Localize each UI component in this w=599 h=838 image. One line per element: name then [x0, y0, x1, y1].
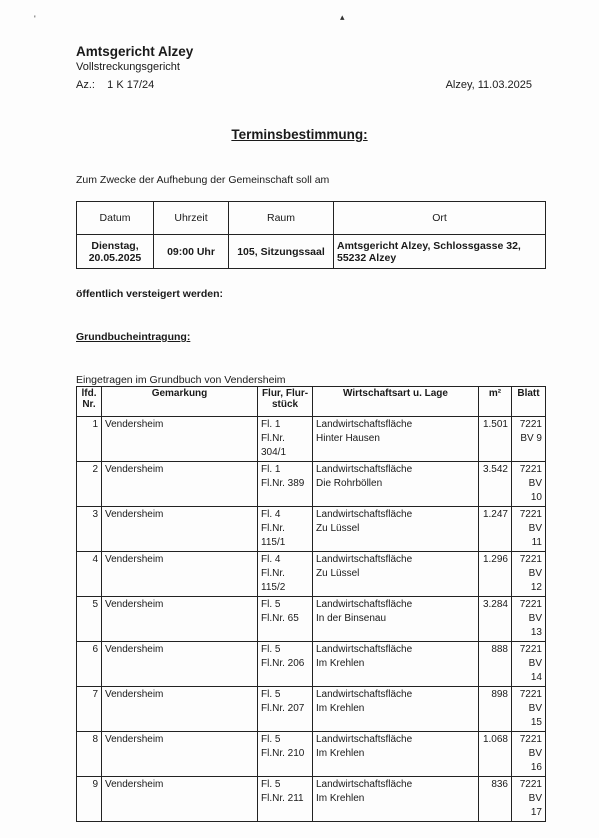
- row-sheet-1: 7221: [519, 509, 542, 520]
- row-sheet-3: 15: [530, 717, 542, 728]
- appointment-header-room: Raum: [229, 202, 334, 235]
- row-sheet-1: 7221: [519, 554, 542, 565]
- row-flur-2: Fl.Nr. 206: [261, 658, 305, 669]
- col-area: m²: [479, 387, 512, 417]
- appointment-value-row: [77, 235, 546, 269]
- row-flur-1: Fl. 4: [261, 509, 281, 520]
- row-art-2: Im Krehlen: [316, 703, 365, 714]
- table-row: [77, 462, 546, 507]
- row-sheet-2: BV 9: [520, 433, 542, 444]
- col-nr: [77, 387, 102, 417]
- row-flur-3: 115/1: [261, 537, 286, 548]
- registered-in-text: Eingetragen im Grundbuch von Vendersheim: [76, 374, 286, 386]
- row-sheet-1: 7221: [519, 599, 542, 610]
- row-flur-1: Fl. 1: [261, 419, 281, 430]
- cell-art: [313, 417, 479, 462]
- scan-speck: ': [34, 14, 36, 24]
- row-flur-2: Fl.Nr.: [261, 523, 285, 534]
- table-row: [77, 597, 546, 642]
- cell-art: [313, 552, 479, 597]
- row-gemarkung: Vendersheim: [105, 554, 164, 565]
- cell-nr: [77, 462, 102, 507]
- row-nr: 7: [92, 689, 98, 700]
- row-flur-2: Fl.Nr.: [261, 568, 285, 579]
- cell-area: [479, 777, 512, 822]
- appointment-header-time: Uhrzeit: [154, 202, 229, 235]
- row-area: 898: [491, 689, 508, 700]
- row-sheet-2: BV: [528, 523, 542, 534]
- appointment-time: 09:00 Uhr: [154, 235, 229, 269]
- row-art-1: Landwirtschaftsfläche: [316, 779, 413, 790]
- row-sheet-3: 14: [530, 672, 542, 683]
- cell-area: [479, 417, 512, 462]
- row-gemarkung: Vendersheim: [105, 779, 164, 790]
- row-area: 888: [491, 644, 508, 655]
- table-row: [77, 507, 546, 552]
- cell-art: [313, 732, 479, 777]
- cell-area: [479, 732, 512, 777]
- cell-flur: [258, 777, 313, 822]
- cell-gemarkung: [102, 597, 258, 642]
- row-art-1: Landwirtschaftsfläche: [316, 419, 413, 430]
- row-sheet-2: BV: [528, 658, 542, 669]
- row-flur-2: Fl.Nr. 389: [261, 478, 305, 489]
- cell-sheet: [512, 597, 546, 642]
- court-name: Amtsgericht Alzey: [76, 44, 194, 59]
- row-art-2: Hinter Hausen: [316, 433, 380, 444]
- row-nr: 4: [92, 554, 98, 565]
- cell-nr: [77, 687, 102, 732]
- row-art-1: Landwirtschaftsfläche: [316, 689, 413, 700]
- row-nr: 2: [92, 464, 98, 475]
- row-flur-1: Fl. 5: [261, 599, 281, 610]
- parcels-header-row: [77, 387, 546, 417]
- table-row: [77, 552, 546, 597]
- row-flur-1: Fl. 5: [261, 689, 281, 700]
- row-nr: 8: [92, 734, 98, 745]
- cell-sheet: [512, 507, 546, 552]
- table-row: [77, 417, 546, 462]
- row-art-1: Landwirtschaftsfläche: [316, 599, 413, 610]
- row-gemarkung: Vendersheim: [105, 509, 164, 520]
- cell-flur: [258, 462, 313, 507]
- appointment-date-weekday: Dienstag,: [91, 239, 139, 252]
- cell-gemarkung: [102, 642, 258, 687]
- court-division: Vollstreckungsgericht: [76, 61, 180, 73]
- row-sheet-1: 7221: [519, 419, 542, 430]
- row-area: 1.247: [482, 509, 508, 520]
- row-sheet-3: 13: [530, 627, 542, 638]
- row-area: 1.501: [482, 419, 508, 430]
- table-row: [77, 777, 546, 822]
- cell-flur: [258, 642, 313, 687]
- appointment-date: [77, 235, 154, 269]
- cell-gemarkung: [102, 507, 258, 552]
- appointment-place-line1: Amtsgericht Alzey, Schlossgasse 32,: [337, 239, 521, 252]
- cell-flur: [258, 687, 313, 732]
- row-sheet-1: 7221: [519, 464, 542, 475]
- row-sheet-2: BV: [528, 748, 542, 759]
- file-number: Az.: 1 K 17/24: [76, 79, 155, 91]
- cell-nr: [77, 417, 102, 462]
- appointment-place-line2: 55232 Alzey: [337, 251, 397, 264]
- cell-nr: [77, 552, 102, 597]
- row-flur-1: Fl. 5: [261, 734, 281, 745]
- appointment-room: 105, Sitzungssaal: [229, 235, 334, 269]
- row-sheet-3: 10: [530, 492, 542, 503]
- row-flur-2: Fl.Nr.: [261, 433, 285, 444]
- col-sheet: Blatt: [512, 387, 546, 417]
- appointment-table: [76, 201, 546, 269]
- row-flur-1: Fl. 5: [261, 779, 281, 790]
- row-nr: 6: [92, 644, 98, 655]
- cell-art: [313, 777, 479, 822]
- table-row: [77, 642, 546, 687]
- row-gemarkung: Vendersheim: [105, 689, 164, 700]
- cell-nr: [77, 597, 102, 642]
- row-sheet-2: BV: [528, 478, 542, 489]
- cell-art: [313, 462, 479, 507]
- land-register-heading: Grundbucheintragung:: [76, 331, 191, 343]
- appointment-header-date: Datum: [77, 202, 154, 235]
- row-gemarkung: Vendersheim: [105, 734, 164, 745]
- row-nr: 5: [92, 599, 98, 610]
- row-art-1: Landwirtschaftsfläche: [316, 554, 413, 565]
- row-art-2: Zu Lüssel: [316, 568, 360, 579]
- row-gemarkung: Vendersheim: [105, 464, 164, 475]
- row-area: 836: [491, 779, 508, 790]
- row-sheet-2: BV: [528, 703, 542, 714]
- row-sheet-1: 7221: [519, 779, 542, 790]
- cell-gemarkung: [102, 732, 258, 777]
- cell-nr: [77, 777, 102, 822]
- row-area: 1.068: [482, 734, 508, 745]
- cell-nr: [77, 507, 102, 552]
- cell-gemarkung: [102, 417, 258, 462]
- cell-sheet: [512, 687, 546, 732]
- page-title-text: Terminsbestimmung:: [231, 127, 368, 142]
- row-flur-2: Fl.Nr. 211: [261, 793, 304, 804]
- appointment-header-place: Ort: [334, 202, 546, 235]
- cell-flur: [258, 597, 313, 642]
- row-area: 1.296: [482, 554, 508, 565]
- row-art-2: Im Krehlen: [316, 793, 365, 804]
- col-gemarkung: Gemarkung: [102, 387, 258, 417]
- col-nr-line2: Nr.: [82, 399, 96, 410]
- row-flur-1: Fl. 4: [261, 554, 281, 565]
- cell-art: [313, 597, 479, 642]
- row-flur-3: 115/2: [261, 582, 286, 593]
- row-gemarkung: Vendersheim: [105, 419, 164, 430]
- row-art-2: In der Binsenau: [316, 613, 387, 624]
- row-sheet-3: 11: [531, 537, 542, 548]
- row-sheet-1: 7221: [519, 644, 542, 655]
- cell-area: [479, 462, 512, 507]
- cell-gemarkung: [102, 552, 258, 597]
- row-art-2: Im Krehlen: [316, 658, 365, 669]
- cell-flur: [258, 507, 313, 552]
- row-sheet-1: 7221: [519, 734, 542, 745]
- cell-sheet: [512, 552, 546, 597]
- cell-art: [313, 507, 479, 552]
- cell-sheet: [512, 642, 546, 687]
- cell-gemarkung: [102, 777, 258, 822]
- cell-art: [313, 642, 479, 687]
- row-area: 3.284: [482, 599, 508, 610]
- cell-sheet: [512, 417, 546, 462]
- row-sheet-2: BV: [528, 793, 542, 804]
- row-gemarkung: Vendersheim: [105, 644, 164, 655]
- col-art: Wirtschaftsart u. Lage: [313, 387, 479, 417]
- cell-flur: [258, 552, 313, 597]
- row-sheet-3: 16: [530, 762, 542, 773]
- cell-gemarkung: [102, 687, 258, 732]
- col-flur: [258, 387, 313, 417]
- table-row: [77, 687, 546, 732]
- cell-nr: [77, 732, 102, 777]
- cell-art: [313, 687, 479, 732]
- row-nr: 1: [92, 419, 98, 430]
- row-flur-2: Fl.Nr. 207: [261, 703, 305, 714]
- row-sheet-2: BV: [528, 568, 542, 579]
- row-art-1: Landwirtschaftsfläche: [316, 509, 413, 520]
- row-sheet-3: 17: [530, 807, 542, 818]
- cell-area: [479, 642, 512, 687]
- parcels-body: [77, 417, 546, 822]
- row-nr: 9: [92, 779, 98, 790]
- cell-flur: [258, 417, 313, 462]
- row-sheet-2: BV: [528, 613, 542, 624]
- cell-area: [479, 687, 512, 732]
- appointment-header-row: [77, 202, 546, 235]
- cell-area: [479, 552, 512, 597]
- row-art-1: Landwirtschaftsfläche: [316, 644, 413, 655]
- parcels-table: [76, 386, 546, 822]
- appointment-date-day: 20.05.2025: [88, 251, 142, 264]
- row-flur-2: Fl.Nr. 65: [261, 613, 299, 624]
- row-gemarkung: Vendersheim: [105, 599, 164, 610]
- row-flur-1: Fl. 5: [261, 644, 281, 655]
- cell-sheet: [512, 462, 546, 507]
- cell-flur: [258, 732, 313, 777]
- cell-sheet: [512, 732, 546, 777]
- cell-nr: [77, 642, 102, 687]
- appointment-place: [334, 235, 546, 269]
- col-flur-line2: stück: [271, 399, 299, 410]
- cell-sheet: [512, 777, 546, 822]
- scan-speck: ▴: [340, 12, 345, 22]
- row-flur-1: Fl. 1: [261, 464, 281, 475]
- row-art-2: Die Rohrböllen: [316, 478, 383, 489]
- row-art-2: Im Krehlen: [316, 748, 365, 759]
- row-art-1: Landwirtschaftsfläche: [316, 734, 413, 745]
- row-area: 3.542: [482, 464, 508, 475]
- row-sheet-3: 12: [530, 582, 542, 593]
- page-title: [0, 127, 599, 142]
- sold-statement: öffentlich versteigert werden:: [76, 288, 224, 300]
- row-sheet-1: 7221: [519, 689, 542, 700]
- col-flur-line1: Flur, Flur-: [261, 388, 309, 399]
- intro-text: Zum Zwecke der Aufhebung der Gemeinschaft soll am: [76, 174, 330, 186]
- place-date: Alzey, 11.03.2025: [445, 79, 532, 91]
- row-art-1: Landwirtschaftsfläche: [316, 464, 413, 475]
- row-flur-2: Fl.Nr. 210: [261, 748, 305, 759]
- cell-area: [479, 597, 512, 642]
- row-art-2: Zu Lüssel: [316, 523, 360, 534]
- row-nr: 3: [92, 509, 98, 520]
- row-flur-3: 304/1: [261, 447, 287, 458]
- col-nr-line1: lfd.: [81, 388, 97, 399]
- table-row: [77, 732, 546, 777]
- cell-area: [479, 507, 512, 552]
- cell-gemarkung: [102, 462, 258, 507]
